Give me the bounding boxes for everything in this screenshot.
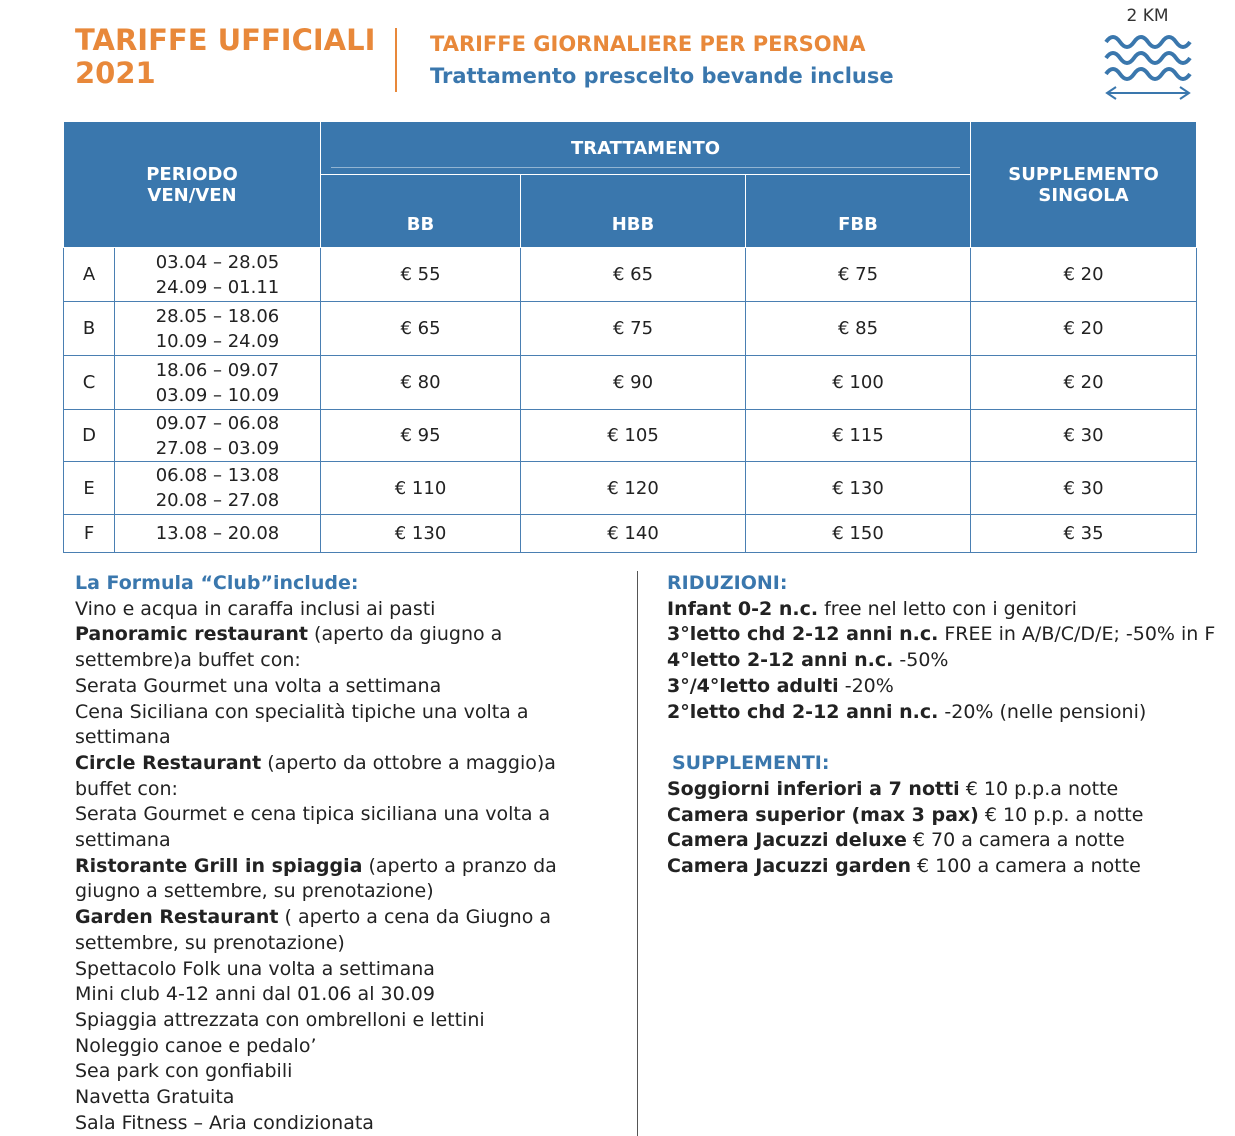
reduction-label: Infant 0-2 n.c. (667, 597, 819, 620)
table-row (64, 356, 1197, 410)
reduction-value: -20% (838, 674, 894, 697)
price-fbb: € 150 (746, 515, 971, 553)
club-item-cont: settembre)a buffet con: (75, 649, 301, 672)
row-code: F (64, 515, 115, 553)
single-header-line-1: SUPPLEMENTO (1008, 163, 1159, 185)
reduction-item (667, 597, 1227, 623)
rates-table (63, 121, 1197, 553)
supplement-item (667, 854, 1227, 880)
period-header-line-2: VEN/VEN (147, 184, 237, 206)
period-range-1: 03.04 – 28.05 (155, 251, 280, 273)
period-header (64, 122, 321, 248)
table-row (64, 515, 1197, 553)
club-item: Sala Fitness – Aria condizionata (75, 1111, 374, 1134)
grill-label: Ristorante Grill in spiaggia (75, 854, 363, 877)
supplement-value: € 10 p.p.a notte (959, 777, 1119, 800)
page-subtitle (430, 30, 894, 94)
supplement-label: Soggiorni inferiori a 7 notti (667, 777, 960, 800)
price-hbb: € 105 (521, 410, 746, 462)
row-code: C (64, 356, 115, 410)
row-period (115, 410, 321, 462)
club-item: Navetta Gratuita (75, 1086, 235, 1109)
period-range-1: 28.05 – 18.06 (155, 305, 280, 327)
reduction-label: 3°/4°letto adulti (667, 674, 839, 697)
price-hbb: € 90 (521, 356, 746, 410)
club-item: Spettacolo Folk una volta a settimana (75, 957, 435, 980)
club-item: Noleggio canoe e pedalo’ (75, 1034, 317, 1057)
col-header-bb (321, 175, 521, 248)
reduction-label: 2°letto chd 2-12 anni n.c. (667, 700, 939, 723)
subtitle-line-2: Trattamento prescelto bevande incluse (430, 64, 894, 88)
reduction-value: -20% (nelle pensioni) (938, 700, 1147, 723)
reduction-value: FREE in A/B/C/D/E; -50% in F (938, 623, 1216, 646)
club-item-cont: settimana (75, 726, 171, 749)
supplement-label: Camera Jacuzzi deluxe (667, 829, 907, 852)
period-range-2: 20.08 – 27.08 (155, 490, 280, 511)
club-item (75, 905, 605, 931)
col-fbb-label: FBB (838, 213, 878, 235)
reduction-item (667, 700, 1227, 726)
club-formula-title: La Formula “Club”include: (75, 572, 359, 594)
period-range-1: 18.06 – 09.07 (155, 359, 280, 381)
price-single: € 20 (971, 302, 1197, 356)
panoramic-text: (aperto da giugno a (308, 623, 503, 646)
club-item-cont: settimana (75, 829, 171, 852)
supplement-value: € 70 a camera a notte (906, 829, 1125, 852)
price-fbb: € 100 (746, 356, 971, 410)
single-header-line-2: SINGOLA (1038, 184, 1129, 206)
reductions-supplements-section (667, 571, 1227, 880)
price-bb: € 130 (321, 515, 521, 553)
row-code: D (64, 410, 115, 462)
club-item: Serata Gourmet e cena tipica siciliana una volta a (75, 803, 551, 826)
club-item-cont: buffet con: (75, 777, 178, 800)
supplement-value: € 10 p.p. a notte (978, 803, 1144, 826)
price-bb: € 80 (321, 356, 521, 410)
price-fbb: € 75 (746, 248, 971, 302)
col-hbb-label: HBB (611, 213, 655, 235)
page-title (75, 24, 375, 90)
price-bb: € 110 (321, 462, 521, 515)
price-single: € 30 (971, 410, 1197, 462)
reduction-label: 4°letto 2-12 anni n.c. (667, 649, 894, 672)
table-row (64, 410, 1197, 462)
reductions-title: RIDUZIONI: (667, 572, 788, 594)
club-formula-section (75, 571, 605, 1136)
row-code: E (64, 462, 115, 515)
row-period (115, 302, 321, 356)
reduction-value: free nel letto con i genitori (818, 597, 1077, 620)
reduction-label: 3°letto chd 2-12 anni n.c. (667, 623, 939, 646)
column-divider (637, 571, 638, 1136)
supplement-item (667, 803, 1227, 829)
supplement-item (667, 828, 1227, 854)
club-item (75, 622, 605, 648)
distance-label: 2 KM (1126, 6, 1169, 26)
col-header-hbb (521, 175, 746, 248)
club-item: Sea park con gonfiabili (75, 1060, 293, 1083)
club-item (75, 854, 605, 880)
single-supplement-header (971, 122, 1197, 248)
price-single: € 35 (971, 515, 1197, 553)
price-single: € 20 (971, 248, 1197, 302)
supplement-value: € 100 a camera a notte (911, 855, 1141, 878)
circle-text: (aperto da ottobre a maggio)a (261, 751, 556, 774)
period-range-1: 09.07 – 06.08 (155, 412, 280, 434)
price-single: € 30 (971, 462, 1197, 515)
reduction-item (667, 648, 1227, 674)
row-code: A (64, 248, 115, 302)
supplements-title: SUPPLEMENTI: (672, 752, 830, 775)
price-fbb: € 130 (746, 462, 971, 515)
col-header-fbb (746, 175, 971, 248)
supplement-label: Camera Jacuzzi garden (667, 855, 911, 878)
row-period (115, 356, 321, 410)
row-code: B (64, 302, 115, 356)
club-item (75, 751, 605, 777)
period-header-line-1: PERIODO (146, 163, 238, 185)
grill-text: (aperto a pranzo da (362, 854, 557, 877)
row-period (115, 462, 321, 515)
title-year: 2021 (75, 56, 156, 90)
header-divider (395, 28, 397, 92)
club-item: Serata Gourmet una volta a settimana (75, 674, 442, 697)
period-range-2: 10.09 – 24.09 (155, 330, 280, 352)
price-bb: € 95 (321, 410, 521, 462)
garden-text: ( aperto a cena da Giugno a (278, 906, 552, 929)
row-period (115, 248, 321, 302)
price-hbb: € 120 (521, 462, 746, 515)
price-single: € 20 (971, 356, 1197, 410)
price-bb: € 65 (321, 302, 521, 356)
club-item: Spiaggia attrezzata con ombrelloni e lettini (75, 1008, 485, 1031)
treatment-header: TRATTAMENTO (321, 122, 971, 175)
price-hbb: € 140 (521, 515, 746, 553)
period-range-1: 13.08 – 20.08 (155, 523, 280, 544)
table-row (64, 462, 1197, 515)
sea-waves-icon (1102, 30, 1194, 102)
distance-indicator (1100, 4, 1195, 102)
club-item-cont: giugno a settembre, su prenotazione) (75, 880, 434, 903)
garden-label: Garden Restaurant (75, 906, 279, 929)
col-bb-label: BB (406, 213, 435, 235)
price-hbb: € 75 (521, 302, 746, 356)
price-bb: € 55 (321, 248, 521, 302)
price-fbb: € 85 (746, 302, 971, 356)
panoramic-label: Panoramic restaurant (75, 623, 308, 646)
reduction-item (667, 674, 1227, 700)
subtitle-line-1: TARIFFE GIORNALIERE PER PERSONA (430, 32, 866, 56)
club-item: Vino e acqua in caraffa inclusi ai pasti (75, 597, 436, 620)
table-row (64, 302, 1197, 356)
period-range-1: 06.08 – 13.08 (155, 465, 280, 486)
price-hbb: € 65 (521, 248, 746, 302)
period-range-2: 27.08 – 03.09 (155, 437, 280, 459)
period-range-2: 03.09 – 10.09 (155, 384, 280, 406)
period-range-2: 24.09 – 01.11 (155, 276, 280, 298)
table-row (64, 248, 1197, 302)
row-period (115, 515, 321, 553)
reduction-item (667, 622, 1227, 648)
reduction-value: -50% (893, 649, 949, 672)
supplement-item (667, 777, 1227, 803)
price-fbb: € 115 (746, 410, 971, 462)
club-item: Cena Siciliana con specialità tipiche una volta a (75, 700, 529, 723)
supplement-label: Camera superior (max 3 pax) (667, 803, 979, 826)
club-item: Mini club 4-12 anni dal 01.06 al 30.09 (75, 983, 435, 1006)
title-line-1: TARIFFE UFFICIALI (75, 23, 376, 57)
club-item-cont: settembre, su prenotazione) (75, 931, 345, 954)
circle-label: Circle Restaurant (75, 751, 262, 774)
